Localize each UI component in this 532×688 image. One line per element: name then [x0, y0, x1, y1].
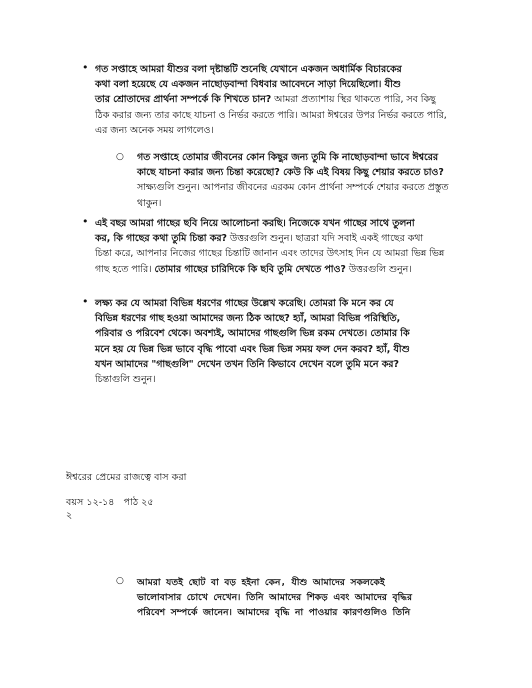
item-4-line-3: পরিবার ও পরিবেশ থেকে। অবশ্যই, আমাদের গাছগুলি ভিন্ন রকম দেখতে। তোমার কি: [95, 328, 410, 340]
item-4-line-5: যখন আমাদের "গাছগুলি" দেখেন তখন তিনি কিভাবে দেখেন বলে তুমি মনে কর?: [95, 358, 399, 370]
item-3-line-3: চিন্তা করে, আপনার নিজের গাছের চিন্তাটি জানান এবং তাদের উৎসাহ দিন যে আমরা ভিন্ন ভিন্ন: [95, 248, 445, 260]
item-2-line-3: সাক্ষ্যগুলি শুনুন। আপনার জীবনের এরকম কোন প্রার্থনা সম্পর্কে শেয়ার করতে প্রস্তুত: [137, 182, 449, 194]
item-1-question: তার শ্রোতাদের প্রার্থনা সম্পর্কে কি শিখতে চান?: [95, 94, 272, 106]
item-1-line-2: কথা বলা হয়েছে যে একজন নাছোড়বান্দা বিধবার আবেদনে সাড়া দিয়েছিলো। যীশু: [95, 79, 401, 91]
bottom-line-3: পরিবেশ সম্পর্কে জানেন। আমাদের বৃদ্ধি না পাওয়ার কারণগুলিও তিনি: [137, 607, 411, 619]
item-4-line-1: লক্ষ্য কর যে আমরা বিভিন্ন ধরণের গাছের উল্লেখ করেছি। তোমরা কি মনে কর যে: [95, 298, 394, 309]
item-1-line-5: এর জন্য অনেক সময় লাগলেও।: [95, 124, 214, 136]
item-3-answer-end: গাছ হতে পারি।: [95, 263, 155, 275]
bullet-3-marker: •: [82, 295, 89, 308]
item-4-line-4: মনে হয় যে ভিন্ন ভিন্ন ভাবে বৃদ্ধি পাবো এবং ভিন্ন ভিন্ন সময় ফল দেন করব? হ্যাঁ, যীশু: [95, 343, 410, 355]
item-3-line-1: এই বছর আমরা গাছের ছবি নিয়ে আলোচনা করছি। নিজেকে যখন গাছের সাথে তুলনা: [95, 218, 415, 229]
bullet-2-marker: •: [82, 215, 89, 228]
item-1-line-4: ঠিক করার জন্য তার কাছে যাচনা ও নির্ভর করতে পারি। আমরা ঈশ্বরের উপর নির্ভর করতে পারি,: [95, 109, 447, 121]
sub-bullet-item-2: [137, 575, 412, 621]
bullet-1-marker: •: [82, 61, 89, 74]
footer-page-number: ২: [66, 510, 73, 521]
bottom-line-2: ভালোবাসার চোখে দেখেন। তিনি আমাদের শিকড় এবং আমাদের বৃদ্ধির: [137, 592, 413, 604]
item-3-line-4: [95, 262, 444, 277]
item-2-line-1: গত সপ্তাহে তোমার জীবনের কোন কিছুর জন্য তুমি কি নাছোড়বান্দা ভাবে ঈশ্বরের: [137, 152, 439, 163]
item-1-answer-start: আমরা প্রত্যাশায় স্থির থাকতে পারি, সব কিছু: [271, 94, 436, 106]
item-1-line-3: [95, 92, 447, 107]
sub-bullet-1-marker: ○: [116, 152, 124, 162]
footer-title: ঈশ্বরের প্রেমের রাজত্বে বাস করা: [66, 472, 187, 483]
footer-age-lesson: বয়স ১২-১৪ পাঠ ২৫: [66, 497, 154, 508]
bullet-item-2: [95, 216, 444, 277]
sub-bullet-2-marker: ○: [116, 576, 124, 586]
item-3-question: কর, কি গাছের কথা তুমি চিন্তা কর?: [95, 233, 227, 245]
item-3-answer-start: উত্তরগুলি শুনুন। ছাত্ররা যদি সবাই একই গাছের কথা: [226, 233, 424, 245]
sub-bullet-item-1: [137, 150, 448, 211]
item-3-answer-2: উত্তরগুলি শুনুন।: [345, 263, 412, 275]
item-4-line-2: বিভিন্ন ধরণের গাছ হওয়া আমাদের জন্য ঠিক আছে? হ্যাঁ, আমরা বিভিন্ন পরিস্থিতি,: [95, 313, 401, 325]
item-3-line-2: [95, 231, 444, 246]
bottom-line-1: আমরা যতই ছোট বা বড় হইনা কেন, যীশু আমাদের সকলকেই: [137, 577, 385, 588]
item-1-line-1: গত সপ্তাহে আমরা যীশুর বলা দৃষ্টান্তটি শুনেছি যেখানে একজন অধার্মিক বিচারকের: [95, 64, 402, 75]
item-2-line-2: কাছে যাচনা করার জন্য চিন্তা করেছো? কেউ কি এই বিষয় কিছু শেয়ার করতে চাও?: [137, 167, 444, 179]
bullet-item-3: [95, 296, 410, 387]
item-3-question-2: তোমার গাছের চারিদিকে কি ছবি তুমি দেখতে পাও?: [154, 263, 346, 275]
item-2-line-4: থাকুন।: [137, 197, 162, 209]
item-4-line-6: চিন্তাগুলি শুনুন।: [95, 374, 156, 386]
bullet-item-1: [95, 62, 447, 138]
